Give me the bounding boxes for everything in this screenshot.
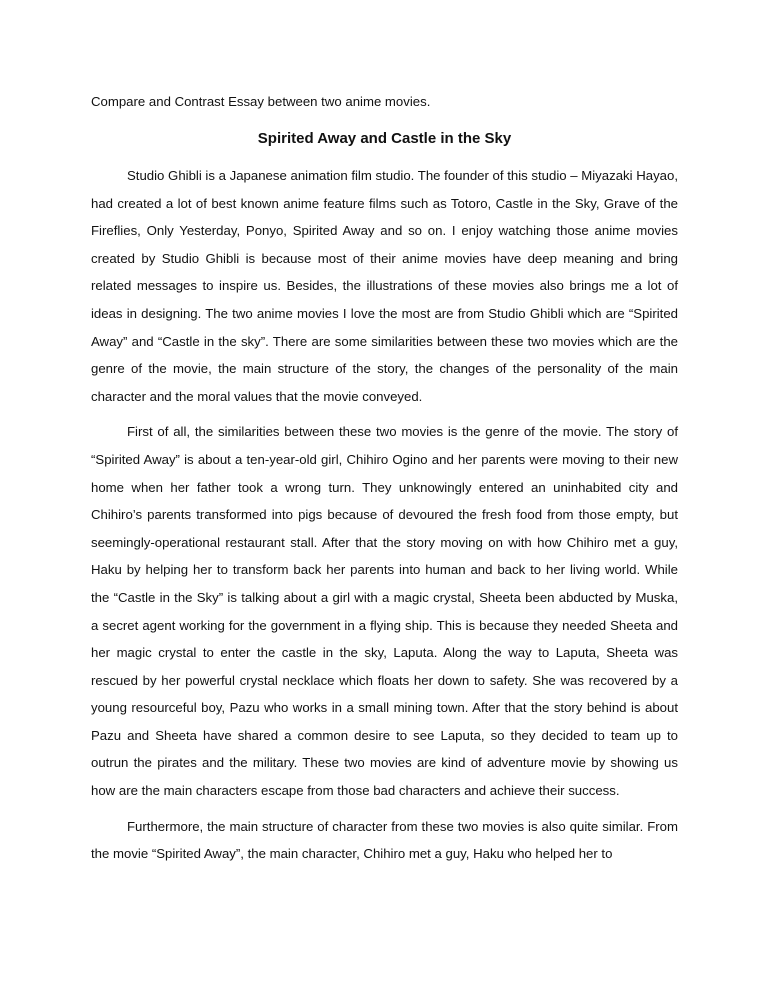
essay-title: Spirited Away and Castle in the Sky [257,130,512,147]
document-body [91,93,678,876]
paragraph-intro: Studio Ghibli is a Japanese animation film studio. The founder of this studio – Miyazaki Hayao, had created a lot of best known anime feature films such as Totoro, Castle in the Sky, Grave of the Fireflies, Only Yesterday, Ponyo, Spirited Away and so on. I enjoy watching those anime movies created by Studio Ghibli is because most of their anime movies have deep meaning and bring related messages to inspire us. Besides, the illustrations of these movies also brings me a lot of ideas in designing. The two anime movies I love the most are from Studio Ghibli which are “Spirited Away” and “Castle in the sky”. There are some similarities between these two movies which are the genre of the movie, the main structure of the story, the changes of the personality of the main character and the moral values that the movie conveyed. [91,168,678,404]
essay-heading: Compare and Contrast Essay between two anime movies. [91,94,431,109]
paragraph-genre: First of all, the similarities between these two movies is the genre of the movie. The story of “Spirited Away” is about a ten-year-old girl, Chihiro Ogino and her parents were moving to their new home when her father took a wrong turn. They unknowingly entered an uninhabited city and Chihiro’s parents transformed into pigs because of devoured the fresh food from those empty, but seemingly-operational restaurant stall. After that the story moving on with how Chihiro met a guy, Haku by helping her to transform back her parents into human and back to her living world. While the “Castle in the Sky” is talking about a girl with a magic crystal, Sheeta been abducted by Muska, a secret agent working for the government in a flying ship. This is because they needed Sheeta and her magic crystal to enter the castle in the sky, Laputa. Along the way to Laputa, Sheeta was rescued by her powerful crystal necklace which floats her down to safety. She was recovered by a young resourceful boy, Pazu who works in a small mining town. After that the story behind is about Pazu and Sheeta have shared a common desire to see Laputa, so they decided to team up to outrun the pirates and the military. These two movies are kind of adventure movie by showing us how are the main characters escape from those bad characters and achieve their success. [91,424,678,799]
paragraph-structure: Furthermore, the main structure of character from these two movies is also quite similar. From the movie “Spirited Away”, the main character, Chihiro met a guy, Haku who helped her to [91,818,678,862]
